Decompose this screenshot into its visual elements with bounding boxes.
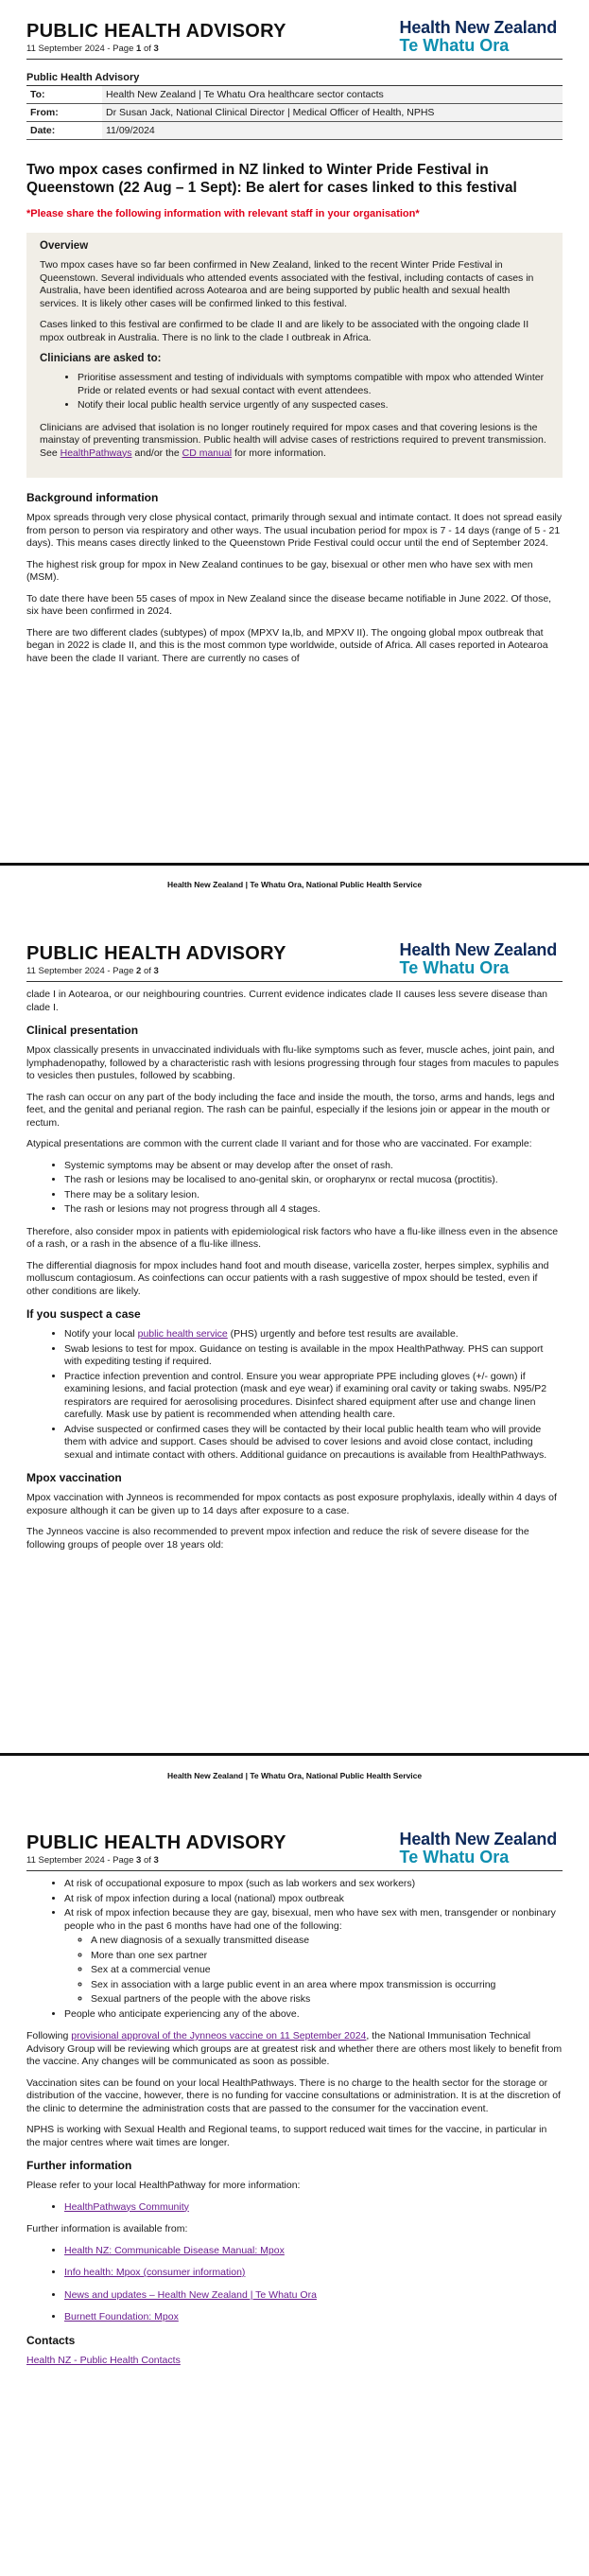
vaccination-paragraph-1: Mpox vaccination with Jynneos is recommended for mpox contacts as post exposure prophylaxis, ideally within 4 days of exposure although it can be given up to 14 days after exposure to a case. xyxy=(26,1492,557,1516)
clinical-paragraph-2: The rash can occur on any part of the body including the face and inside the mouth, the torso, arms and hands, legs and feet, and the genital and perianal region. The rash can be painful, especially if the lesions join or appear in the mouth or rectum. xyxy=(26,1091,555,1129)
overview-box xyxy=(26,233,563,478)
page-separator xyxy=(0,863,589,866)
date-prefix: 11 September 2024 - Page xyxy=(26,44,137,54)
cd-manual-mpox-link[interactable]: Health NZ: Communicable Disease Manual: Mpox xyxy=(64,2244,285,2256)
clinician-ask: • Notify their local public health service urgently of any suspected cases. xyxy=(78,399,549,412)
clinicians-list xyxy=(40,372,549,412)
vaccine-groups-list xyxy=(26,1878,563,2021)
vaccine-group: • At risk of mpox infection during a local (national) mpox outbreak xyxy=(64,1893,563,1906)
date-of: of xyxy=(141,1855,154,1866)
suspect-item xyxy=(64,1328,563,1341)
vaccine-group: • People who anticipate experiencing any of the above. xyxy=(64,2008,563,2022)
clinical-paragraph-3: Atypical presentations are common with the current clade II variant and for those who are vaccinated. For example: xyxy=(26,1138,532,1149)
advisory-title: PUBLIC HEALTH ADVISORY xyxy=(26,21,286,42)
further-info-paragraph-2: Further information is available from: xyxy=(26,2223,188,2234)
cd-manual-link[interactable]: CD manual xyxy=(182,447,233,459)
advisory-title: PUBLIC HEALTH ADVISORY xyxy=(26,1832,286,1853)
date-prefix: 11 September 2024 - Page xyxy=(26,966,137,976)
burnett-foundation-link[interactable]: Burnett Foundation: Mpox xyxy=(64,2311,179,2322)
clinical-paragraph-5: The differential diagnosis for mpox includes hand foot and mouth disease, varicella zoster, herpes simplex, syphilis and molluscum contagiosum. As coinfections can occur patients with a rash suggestive of mpox should be tested, even if other conditions are likely. xyxy=(26,1259,549,1297)
page-date-line xyxy=(26,966,159,976)
background-paragraph-4-continued: clade I in Aotearoa, or our neighbouring countries. Current evidence indicates clade II causes less severe disease than clade I. xyxy=(26,989,547,1013)
jynneos-approval-link[interactable]: provisional approval of the Jynneos vaccine on 11 September 2024 xyxy=(71,2030,367,2042)
vaccination-paragraph-4: Vaccination sites can be found on your local HealthPathways. There is no charge to the health sector for the storage or distribution of the vaccine, however, there is no funding for vaccine consultations or administration. It is at the discretion of the clinic to determine the administration costs that are passed to the consumer for the vaccination event. xyxy=(26,2077,561,2114)
suspect-item: • Swab lesions to test for mpox. Guidance on testing is available in the mpox HealthPathway. PHS can support with expediting testing if required. xyxy=(64,1343,563,1369)
logo-line1: Health New Zealand xyxy=(399,1830,557,1849)
news-updates-link[interactable]: News and updates – Health New Zealand | Te Whatu Ora xyxy=(64,2288,317,2301)
vaccine-subgroup: ◦ More than one sex partner xyxy=(91,1950,563,1963)
atypical-item: • The rash or lesions may be localised to ano-genital skin, or oropharynx or rectal mucosa (proctitis). xyxy=(64,1174,563,1187)
background-paragraph-4: There are two different clades (subtypes) of mpox (MPXV Ia,Ib, and MPXV II). The ongoing global mpox outbreak that began in 2022 is clade II, and this is the most common type worldwide, outside of Africa. All cases reported in Aotearoa have been the clade II variant. There are currently no cases of xyxy=(26,626,548,664)
meta-row-from xyxy=(26,104,563,122)
vaccine-subgroup: ◦ Sex in association with a large public event in an area where mpox transmission is occurring xyxy=(91,1979,563,1992)
total-pages: 3 xyxy=(153,1855,159,1866)
meta-row-date xyxy=(26,122,563,140)
logo-line1: Health New Zealand xyxy=(399,940,557,959)
vacc-p3-start: Following xyxy=(26,2030,72,2042)
logo-line2: Te Whatu Ora xyxy=(399,36,510,55)
vaccination-paragraph-2: The Jynneos vaccine is also recommended to prevent mpox infection and reduce the risk of severe disease for the following groups of people over 18 years old: xyxy=(26,1526,529,1551)
overview-paragraph-1: Two mpox cases have so far been confirmed in New Zealand, linked to the recent Winter Pride Festival in Queenstown. Several individuals who attended events associated with the festival, including contacts of cases in Australia, have been identified across Aotearoa and are being supported by public health and sexual health services. It is likely other cases will be confirmed linked to this festival. xyxy=(40,259,534,309)
page-date-line xyxy=(26,1855,159,1866)
background-paragraph-2: The highest risk group for mpox in New Zealand continues to be gay, bisexual or other men who have sex with men (MSM). xyxy=(26,558,533,583)
page-separator xyxy=(0,1753,589,1756)
background-heading: Background information xyxy=(26,491,159,504)
overview-paragraph-2: Cases linked to this festival are confirmed to be clade II and are likely to be associated with the ongoing clade II mpox outbreak in Australia. There is no link to the clade I outbreak in Africa. xyxy=(40,319,529,343)
logo-line1: Health New Zealand xyxy=(399,18,557,37)
overview-heading: Overview xyxy=(40,240,89,252)
vaccine-group: • At risk of occupational exposure to mpox (such as lab workers and sex workers) xyxy=(64,1878,563,1891)
advisory-title: PUBLIC HEALTH ADVISORY xyxy=(26,943,286,964)
page-1 xyxy=(0,0,589,851)
to-value: Health New Zealand | Te Whatu Ora healthcare sector contacts xyxy=(102,86,563,104)
further-info-heading: Further information xyxy=(26,2159,132,2172)
total-pages: 3 xyxy=(153,44,159,54)
meta-heading: Public Health Advisory xyxy=(26,72,563,86)
main-title: Two mpox cases confirmed in NZ linked to Winter Pride Festival in Queenstown (22 Aug – 1 Sept): Be alert for cases linked to this festival xyxy=(26,162,517,196)
page-header xyxy=(0,922,589,983)
vaccine-subgroup: ◦ Sexual partners of the people with the above risks xyxy=(91,1993,563,2006)
page-footer: Health New Zealand | Te Whatu Ora, National Public Health Service xyxy=(166,880,423,889)
info-health-mpox-link[interactable]: Info health: Mpox (consumer information) xyxy=(64,2267,246,2278)
health-nz-logo xyxy=(400,1831,557,1866)
clinician-ask: • Prioritise assessment and testing of individuals with symptoms compatible with mpox who attended Winter Pride or related events or had sexual contact with event attendees. xyxy=(78,372,549,397)
vaccination-paragraph-5: NPHS is working with Sexual Health and Regional teams, to support reduced wait times for the vaccine, in particular in the major centres where wait times are longer. xyxy=(26,2124,547,2148)
page-3 xyxy=(0,1812,589,2576)
background-paragraph-3: To date there have been 55 cases of mpox in New Zealand since the disease became notifiable in June 2022. Of those, six have been confirmed in 2024. xyxy=(26,592,552,617)
link-item xyxy=(64,2245,563,2258)
to-label: To: xyxy=(26,86,102,104)
logo-line2: Te Whatu Ora xyxy=(399,958,510,977)
meta-row-to xyxy=(26,86,563,104)
further-links-list xyxy=(26,2245,563,2324)
vaccine-group-3-text: At risk of mpox infection because they are gay, bisexual, men who have sex with men, transgender or nonbinary people who in the past 6 months have had one of the following: xyxy=(64,1907,556,1932)
vaccination-heading: Mpox vaccination xyxy=(26,1471,122,1484)
link-item xyxy=(64,2201,563,2215)
health-nz-logo xyxy=(400,941,557,977)
atypical-item: • Systemic symptoms may be absent or may develop after the onset of rash. xyxy=(64,1160,563,1173)
date-value: 11/09/2024 xyxy=(102,122,563,140)
header-rule xyxy=(26,981,563,982)
vacc-p3-end: , the National Immunisation Technical Advisory Group will be reviewing which groups are at greatest risk and whether there are others most likely to benefit from the vaccine. Any changes will be communicated as soon as possible. xyxy=(26,2030,563,2067)
healthpathways-community-link[interactable]: HealthPathways Community xyxy=(64,2200,189,2213)
clinical-paragraph-4: Therefore, also consider mpox in patients with epidemiological risk factors who have a flu-like illness even in the absence of a rash, or a rash in the absence of a flu-like illness. xyxy=(26,1225,559,1250)
vaccine-group xyxy=(64,1907,563,2006)
page-footer: Health New Zealand | Te Whatu Ora, National Public Health Service xyxy=(166,1771,423,1780)
link-item xyxy=(64,2267,563,2280)
p3-start: Clinicians are advised that isolation is no longer routinely required for mpox cases and that covering lesions is the mainstay of preventing transmission. Public health will advise cases of restrictions required to prevent transmission. See xyxy=(40,421,546,459)
date-label: Date: xyxy=(26,122,102,140)
date-of: of xyxy=(141,44,154,54)
page-number: 2 xyxy=(136,966,142,976)
date-prefix: 11 September 2024 - Page xyxy=(26,1855,137,1866)
share-notice: *Please share the following information with relevant staff in your organisation* xyxy=(26,208,420,219)
link-item xyxy=(64,2311,563,2324)
clinical-paragraph-1: Mpox classically presents in unvaccinated individuals with flu-like symptoms such as fever, muscle aches, joint pain, and lymphadenopathy, followed by a characteristic rash with lesions progressing through four stages from macules to papules to vesicles then pustules, followed by scabbing. xyxy=(26,1044,560,1081)
public-health-contacts-link[interactable]: Health NZ - Public Health Contacts xyxy=(26,2354,181,2366)
meta-table xyxy=(26,86,563,140)
from-label: From: xyxy=(26,104,102,122)
healthpathways-link[interactable]: HealthPathways xyxy=(60,447,132,459)
public-health-service-link[interactable]: public health service xyxy=(137,1328,228,1340)
page-2 xyxy=(0,922,589,1755)
healthpathways-list xyxy=(26,2201,563,2215)
suspect-list xyxy=(26,1328,563,1462)
health-nz-logo xyxy=(400,19,557,55)
page-header xyxy=(0,0,589,61)
clinicians-heading: Clinicians are asked to: xyxy=(40,353,162,364)
from-value: Dr Susan Jack, National Clinical Director | Medical Officer of Health, NPHS xyxy=(102,104,563,122)
vaccination-paragraph-3 xyxy=(26,2030,563,2069)
date-of: of xyxy=(141,966,154,976)
page-number: 1 xyxy=(136,44,142,54)
atypical-list xyxy=(26,1160,563,1217)
background-paragraph-1: Mpox spreads through very close physical contact, primarily through sexual and intimate contact. It does not spread easily from person to person via respiratory and other ways. The usual incubation period for mpox is 7 - 14 days (range of 5 - 21 days). This means cases directly linked to the Queenstown Pride Festival could occur until the end of September 2024. xyxy=(26,512,563,549)
page-header xyxy=(0,1812,589,1872)
p3-mid: and/or the xyxy=(131,447,182,459)
page-number: 3 xyxy=(136,1855,142,1866)
header-rule xyxy=(26,1870,563,1871)
atypical-item: • The rash or lesions may not progress through all 4 stages. xyxy=(64,1203,563,1217)
suspect-heading: If you suspect a case xyxy=(26,1307,141,1321)
contacts-paragraph xyxy=(26,2355,563,2368)
atypical-item: • There may be a solitary lesion. xyxy=(64,1189,563,1202)
overview-paragraph-3 xyxy=(40,422,549,461)
suspect-item-1-end: (PHS) urgently and before test results are available. xyxy=(227,1328,459,1340)
clinical-heading: Clinical presentation xyxy=(26,1024,139,1037)
contacts-heading: Contacts xyxy=(26,2333,76,2347)
logo-line2: Te Whatu Ora xyxy=(399,1848,510,1866)
page-date-line xyxy=(26,44,159,54)
link-item xyxy=(64,2289,563,2303)
suspect-item: • Advise suspected or confirmed cases they will be contacted by their local public health team who will provide them with advice and support. Cases should be advised to cover lesions and avoid close contact, including sexual and intimate contact with others. Additional guidance on precautions is available from HealthPathways. xyxy=(64,1424,563,1463)
p3-end: for more information. xyxy=(232,447,326,459)
suspect-item-1-start: Notify your local xyxy=(64,1328,138,1340)
total-pages: 3 xyxy=(153,966,159,976)
header-rule xyxy=(26,59,563,60)
vaccine-subgroup: ◦ A new diagnosis of a sexually transmitted disease xyxy=(91,1935,563,1948)
suspect-item: • Practice infection prevention and control. Ensure you wear appropriate PPE including gloves (+/- gown) if examining lesions, and facial protection (mask and eye wear) if examining oral cavity or taking swabs. N95/P2 respirators are required for aerosolising procedures. Disinfect shared equipment after use and change linen carefully. Mask use by patient is recommended when attending health care. xyxy=(64,1371,563,1422)
further-info-paragraph-1: Please refer to your local HealthPathway for more information: xyxy=(26,2180,301,2191)
vaccine-subgroup: ◦ Sex at a commercial venue xyxy=(91,1964,563,1977)
vaccine-subgroup-list xyxy=(64,1935,563,2006)
